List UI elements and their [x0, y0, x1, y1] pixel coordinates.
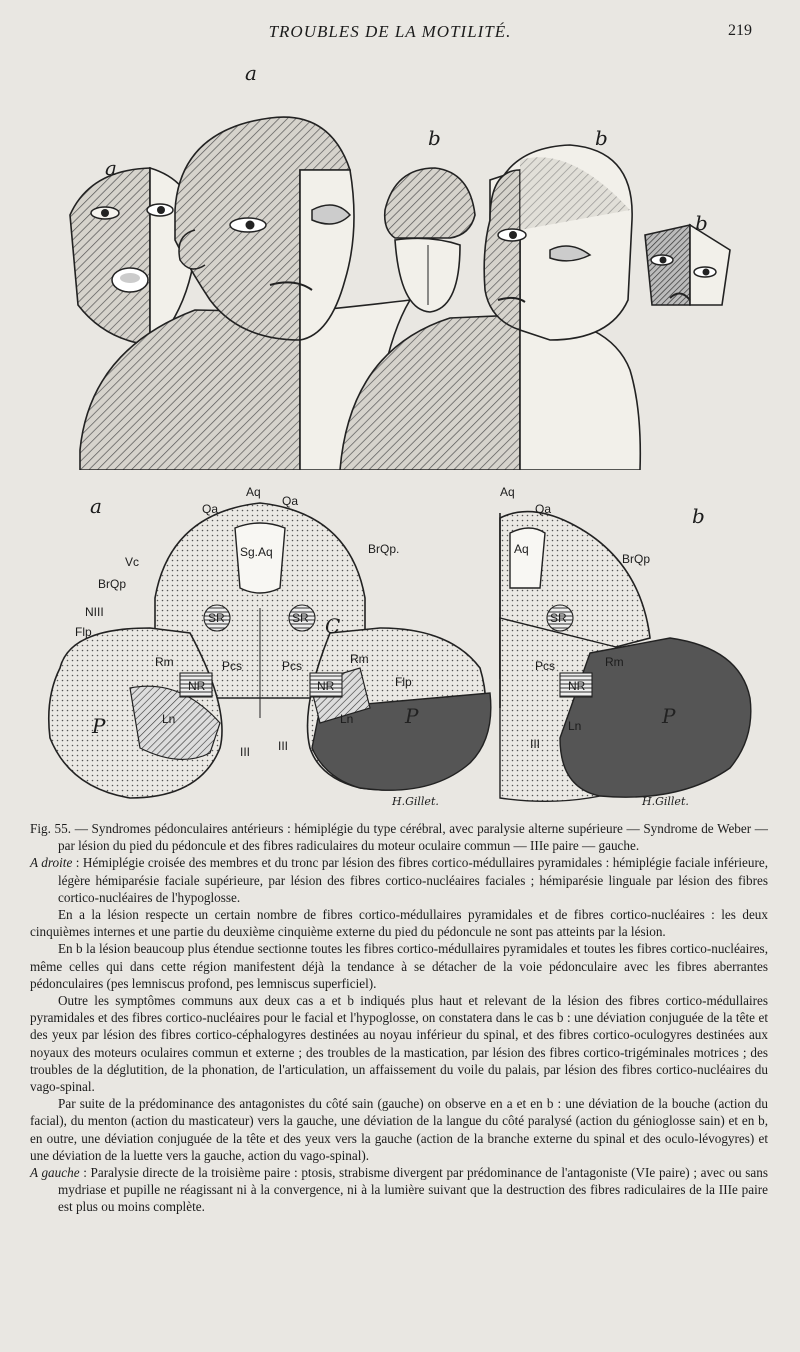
section-label-a: a — [90, 494, 102, 518]
caption-case-b: En b la lésion beaucoup plus étendue sectionne toutes les fibres cortico-médullaires pyramidales et toutes les fibres cortico-nucléaires, même celles qui dans cette région manifestent déjà la tendance à se détacher de la voie pédonculaire avec les fibres aberrantes pédonculaires (pes lemniscus profond, pes lemniscus superficiel). — [30, 941, 768, 991]
figure-peduncle-sections — [30, 478, 770, 818]
label-b-nr: NR — [568, 679, 586, 693]
caption-antagonists: Par suite de la prédominance des antagonistes du côté sain (gauche) on observe en a et en b : une déviation de la bouche (action du facial), du menton (action du masticateur) vers la gauche, une déviation de la langue du côté paralysé (action du génioglosse sain) et en b, en outre, une déviation conjuguée de la tête et des yeux vers la gauche (action de la branche externe du spinal et des oculo-lévogyres) et une déviation de la luette vers la gauche, action du vago-spinal). — [30, 1096, 768, 1163]
label-rm-2: Rm — [350, 652, 369, 666]
label-flp-left: Flp — [75, 625, 92, 639]
caption-common-symptoms: Outre les symptômes communs aux deux cas a et b indiqués plus haut et relevant de la lésion des fibres cortico-médullaires pyramidales et des fibres cortico-nucléaires pour le facial et l'hypoglosse, on constatera dans le cas b : une déviation conjuguée de la tête et des yeux par lésion des fibres cortico-céphalogyres destinées au noyau inférieur du spinal, et des fibres cortico-oculogyres destinées aux noyaux des moteurs oculaires commun et externe ; des troubles de la mastication, par lésion des fibres cortico-trigéminales motrices ; des troubles de la déglutition, de la phonation, de l'articulation, un affaissement du voile du palais, par lésion des fibres cortico-nucléaires du vago-spinal. — [30, 993, 768, 1095]
caption-title: Fig. 55. — Syndromes pédonculaires antérieurs : hémiplégie du type cérébral, avec paralysie alterne supérieure — Syndrome de Weber — par lésion du pied du pédoncule et des fibres radiculaires du moteur oculaire commun — IIIe paire — gauche. — [30, 821, 768, 854]
face-b-small — [645, 225, 730, 305]
caption-left-text: : Paralysie directe de la troisième paire : ptosis, strabisme divergent par prédominance de l'antagoniste (VIe paire) ; avec ou sans mydriase et pupille ne réagissant ni à la convergence, ni à la lumière suivant que la destruction des fibres radiculaires de la IIIe paire est plus ou moins complète. — [58, 1165, 768, 1215]
label-p-2: P — [405, 704, 419, 728]
label-qa-1: Qa — [202, 502, 219, 516]
fig-label-a-left: a — [105, 156, 117, 180]
label-sr-2: SR — [292, 611, 309, 625]
label-p-1: P — [92, 714, 106, 738]
label-sr-1: SR — [208, 611, 225, 625]
label-b-sr: SR — [550, 611, 567, 625]
label-pcs-2: Pcs — [282, 659, 303, 673]
label-nr-1: NR — [188, 679, 206, 693]
signature-right: H.Gillet. — [642, 795, 689, 808]
label-qa-2: Qa — [282, 494, 299, 508]
label-vc: Vc — [125, 555, 140, 569]
label-sg-aq: Sg.Aq — [240, 545, 273, 559]
caption-right-side — [30, 854, 768, 906]
signature-left: H.Gillet. — [392, 795, 439, 808]
label-b-qa: Qa — [535, 502, 552, 516]
caption-right-lead: A droite — [30, 855, 73, 871]
section-b — [500, 485, 751, 808]
label-ln-2: Ln — [340, 712, 354, 726]
label-pcs-1: Pcs — [222, 659, 243, 673]
section-label-b: b — [692, 504, 705, 528]
page-number: 219 — [728, 22, 752, 39]
label-rm-1: Rm — [155, 655, 174, 669]
figure-caption — [30, 820, 768, 1216]
fig-label-b-bust: b — [595, 126, 608, 150]
caption-case-a: En a la lésion respecte un certain nombre de fibres cortico-médullaires pyramidales et de fibres cortico-nucléaires : les deux cinquièmes internes et une partie du deuxième cinquième externe du pied du pédoncule ne sont pas atteints par la lésion. — [30, 907, 768, 940]
label-brqp-left: BrQp — [98, 577, 127, 591]
tongue-figure-b — [385, 168, 475, 312]
running-title: TROUBLES DE LA MOTILITÉ. — [268, 22, 512, 41]
label-aq: Aq — [246, 485, 261, 499]
label-c: C — [325, 614, 341, 638]
label-niii: NIII — [85, 605, 104, 619]
label-b-rm: Rm — [605, 655, 624, 669]
label-iii-2: III — [278, 739, 289, 753]
label-nr-2: NR — [317, 679, 335, 693]
caption-right-text: : Hémiplégie croisée des membres et du tronc par lésion des fibres cortico-médullaires pyramidales : hémiplégie faciale inférieure, légère hémiparésie faciale supérieure, par lésion des fibres cortico-nucléaires faciales ; hémiparésie linguale par lésion des fibres cortico-nucléaires de l'hypoglosse. — [58, 855, 768, 905]
label-brqp-right: BrQp. — [368, 542, 400, 556]
figure-patient-faces — [50, 50, 760, 470]
label-b-brqp: BrQp — [622, 552, 651, 566]
section-a — [49, 485, 491, 808]
caption-left-side — [30, 1164, 768, 1216]
label-iii-1: III — [240, 745, 251, 759]
label-b-p: P — [662, 704, 676, 728]
label-flp-right: Flp — [395, 675, 412, 689]
fig-label-b-right: b — [695, 211, 708, 235]
label-ln-1: Ln — [162, 712, 176, 726]
fig-label-b-tongue: b — [428, 126, 441, 150]
caption-left-lead: A gauche — [30, 1165, 80, 1181]
label-b-ln: Ln — [568, 719, 582, 733]
label-b-aq-1: Aq — [500, 485, 515, 499]
label-b-iii: III — [530, 737, 541, 751]
label-b-aq-2: Aq — [514, 542, 529, 556]
fig-label-a-top: a — [245, 61, 257, 85]
label-b-pcs: Pcs — [535, 659, 556, 673]
